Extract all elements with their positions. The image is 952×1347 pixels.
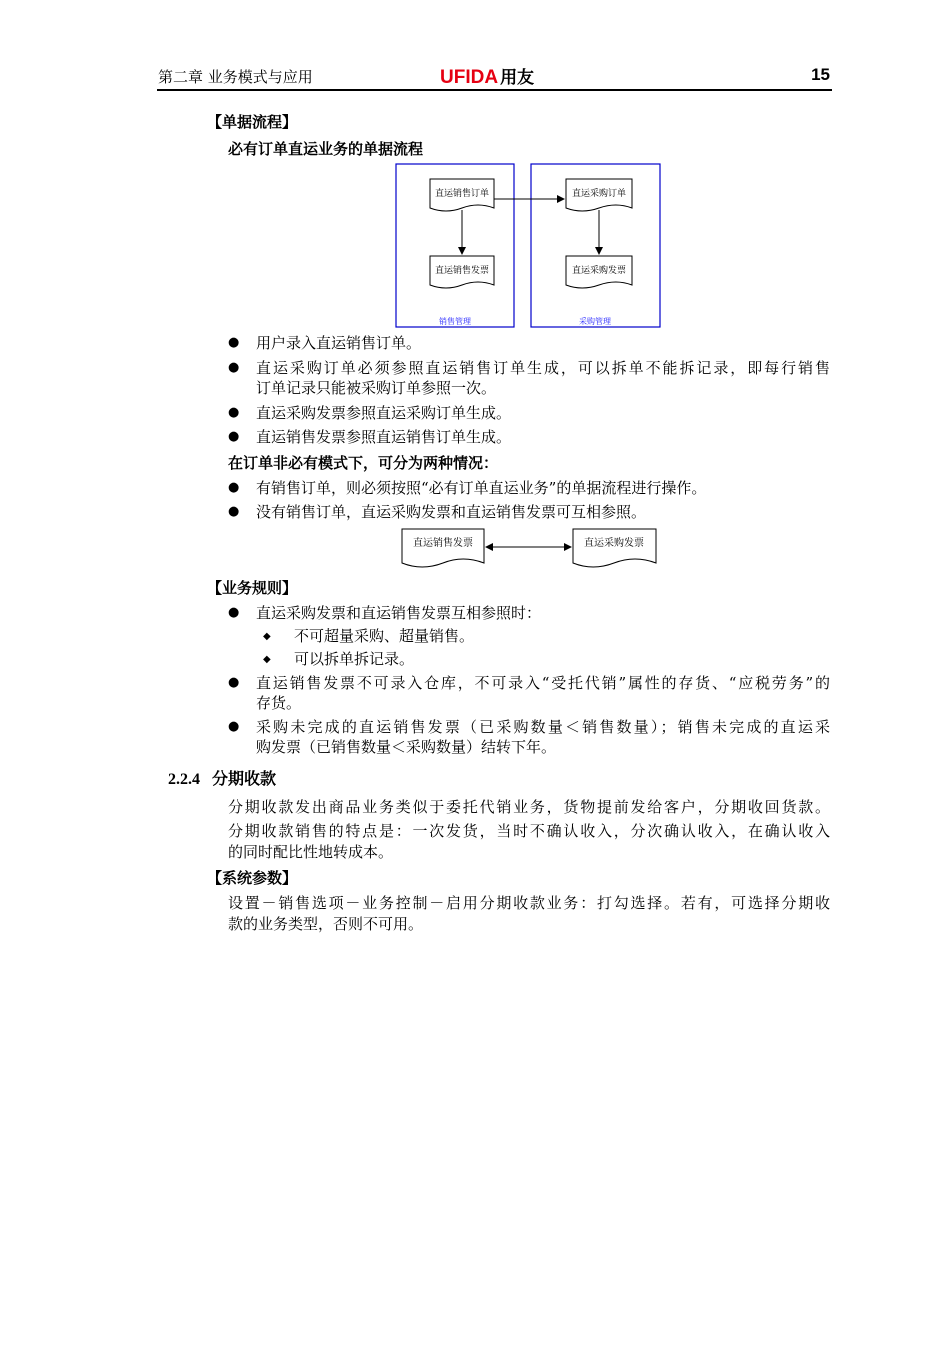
section-number: 2.2.4 xyxy=(168,771,200,788)
sys-params-heading: 【系统参数】 xyxy=(207,869,298,887)
purchase-mgmt-label: 采购管理 xyxy=(579,317,611,326)
bullet-dot: ● xyxy=(228,675,240,690)
list-item: 直运采购订单必须参照直运销售订单生成，可以拆单不能拆记录，即每行销售 xyxy=(256,359,830,377)
sales-invoice-label: 直运销售发票 xyxy=(434,266,490,276)
header-rule xyxy=(157,89,832,91)
logo-cn: 用友 xyxy=(500,68,535,87)
sub-list-item: 可以拆单拆记录。 xyxy=(294,650,415,668)
bullet-dot: ● xyxy=(228,335,240,350)
list-item-cont: 存货。 xyxy=(256,694,302,712)
non-mandatory-heading: 在订单非必有模式下，可分为两种情况： xyxy=(228,454,499,472)
list-item: 直运采购发票和直运销售发票互相参照时： xyxy=(256,604,542,622)
mutual-reference-diagram xyxy=(398,525,660,575)
section-title: 分期收款 xyxy=(212,769,277,788)
list-item: 采购未完成的直运销售发票（已采购数量＜销售数量）；销售未完成的直运采 xyxy=(256,718,830,736)
list-item: 有销售订单，则必须按照“必有订单直运业务”的单据流程进行操作。 xyxy=(256,479,707,497)
section-heading xyxy=(168,769,276,790)
bullet-dot: ● xyxy=(228,719,240,734)
bullet-dot: ● xyxy=(228,504,240,519)
doc-flow-diagram xyxy=(390,158,670,334)
bullet-dot: ● xyxy=(228,605,240,620)
doc-flow-heading: 【单据流程】 xyxy=(207,113,298,131)
bullet-dot: ● xyxy=(228,429,240,444)
logo-latin: UFIDA xyxy=(440,67,499,88)
sales-invoice-label: 直运销售发票 xyxy=(413,538,473,549)
diamond-bullet-icon: ◆ xyxy=(263,631,271,642)
sub-list-item: 不可超量采购、超量销售。 xyxy=(294,627,475,645)
ufida-logo xyxy=(440,63,534,89)
page-number: 15 xyxy=(811,65,830,84)
diamond-bullet-icon: ◆ xyxy=(263,654,271,665)
list-item-cont: 购发票（已销售数量＜采购数量）结转下年。 xyxy=(256,738,557,756)
bullet-dot: ● xyxy=(228,480,240,495)
rules-heading: 【业务规则】 xyxy=(207,579,298,597)
doc-flow-subheading: 必有订单直运业务的单据流程 xyxy=(228,140,424,158)
list-item: 没有销售订单，直运采购发票和直运销售发票可互相参照。 xyxy=(256,503,647,521)
bullet-dot: ● xyxy=(228,405,240,420)
paragraph: 分期收款销售的特点是：一次发货，当时不确认收入，分次确认收入，在确认收入 xyxy=(228,822,830,840)
bullet-dot: ● xyxy=(228,360,240,375)
paragraph-cont: 款的业务类型，否则不可用。 xyxy=(228,915,424,933)
list-item: 直运销售发票参照直运销售订单生成。 xyxy=(256,428,512,446)
purchase-invoice-label: 直运采购发票 xyxy=(571,266,627,276)
purchase-invoice-label: 直运采购发票 xyxy=(584,538,644,549)
sales-order-label: 直运销售订单 xyxy=(434,189,490,199)
paragraph: 设置－销售选项－业务控制－启用分期收款业务：打勾选择。若有，可选择分期收 xyxy=(228,894,830,912)
purchase-order-label: 直运采购订单 xyxy=(571,189,627,199)
paragraph-cont: 的同时配比性地转成本。 xyxy=(228,843,394,861)
sales-mgmt-label: 销售管理 xyxy=(439,317,471,326)
list-item-cont: 订单记录只能被采购订单参照一次。 xyxy=(256,379,497,397)
list-item: 用户录入直运销售订单。 xyxy=(256,334,422,352)
chapter-title: 第二章 业务模式与应用 xyxy=(158,68,313,86)
paragraph: 分期收款发出商品业务类似于委托代销业务，货物提前发给客户，分期收回货款。 xyxy=(228,798,830,816)
list-item: 直运采购发票参照直运采购订单生成。 xyxy=(256,404,512,422)
list-item: 直运销售发票不可录入仓库，不可录入“受托代销”属性的存货、“应税劳务”的 xyxy=(256,674,830,692)
